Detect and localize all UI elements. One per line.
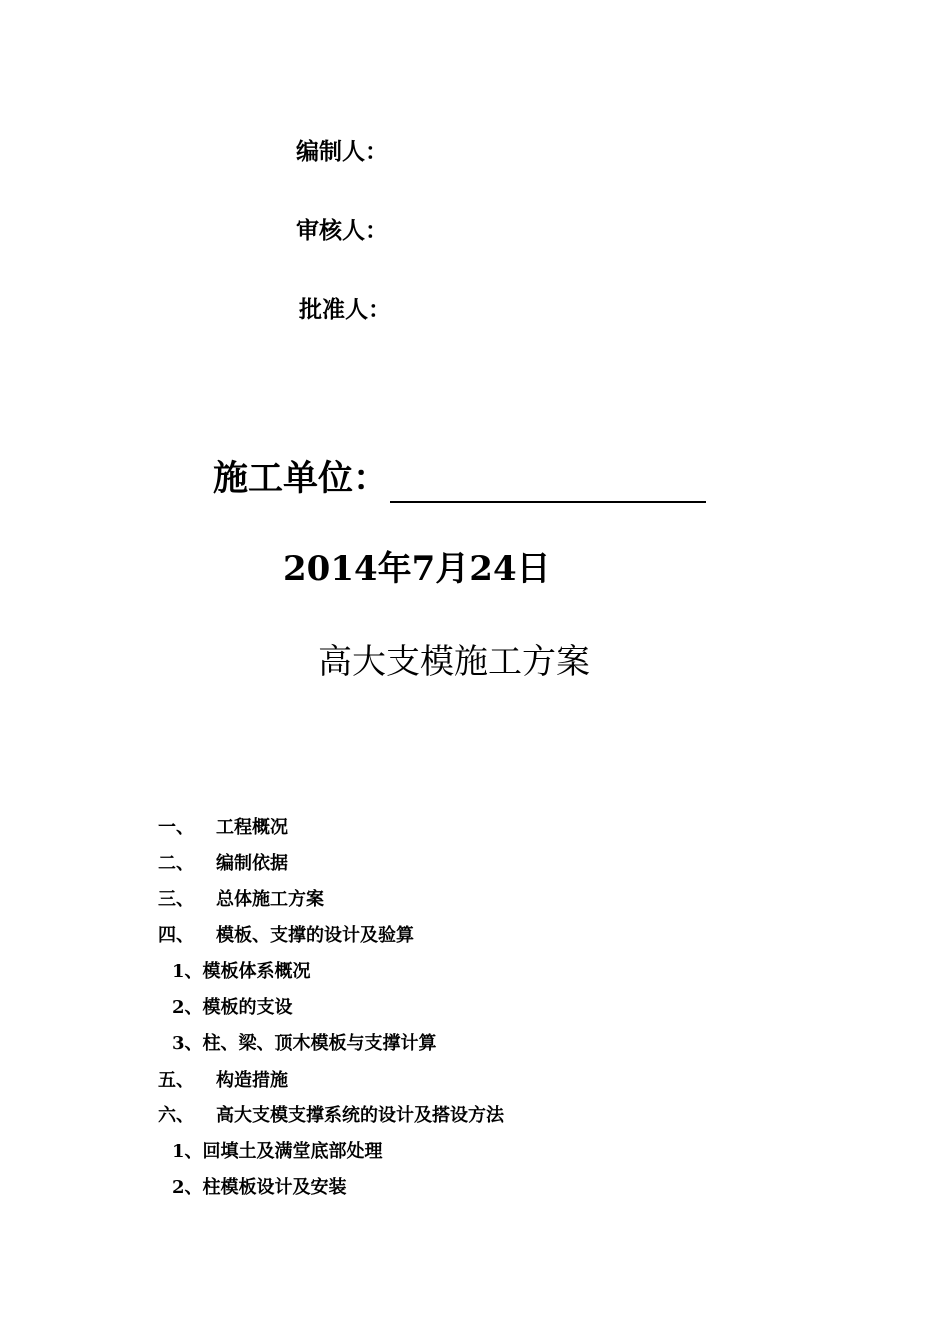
construction-unit-label: 施工单位： [213,458,389,499]
toc-subitem: 1、回填土及满堂底部处理 [172,1141,383,1162]
construction-unit-blank [390,463,706,503]
toc-subitem: 1、模板体系概况 [172,961,311,982]
toc-item-label: 工程概况 [216,817,288,838]
toc-item-label: 构造措施 [216,1070,288,1091]
toc-item-number: 一、 [158,817,194,838]
toc-item-number: 四、 [158,925,194,946]
document-title: 高大支模施工方案 [318,642,590,682]
toc-item [158,816,288,840]
document-date: 2014年7月24日 [283,549,551,589]
approver-label: 批准人： [299,296,391,323]
toc-item [158,1069,288,1093]
toc-item-label: 模板、支撑的设计及验算 [216,925,414,946]
toc-item [158,924,414,948]
toc-item [158,888,324,912]
toc-item [158,852,288,876]
toc-subitem: 2、柱模板设计及安装 [172,1177,347,1198]
toc-item-number: 五、 [158,1070,194,1091]
toc-item-label: 总体施工方案 [216,889,324,910]
reviewer-label: 审核人： [296,217,388,244]
toc-subitem: 3、柱、梁、顶木模板与支撑计算 [172,1033,437,1054]
toc-item-label: 高大支模支撑系统的设计及搭设方法 [216,1105,504,1126]
toc-item-number: 三、 [158,889,194,910]
construction-unit-line [213,455,706,503]
toc-subitem: 2、模板的支设 [172,997,293,1018]
toc-item-number: 六、 [158,1105,194,1126]
toc-item [158,1104,504,1128]
compiler-label: 编制人： [296,138,388,165]
toc-item-number: 二、 [158,853,194,874]
toc-item-label: 编制依据 [216,853,288,874]
